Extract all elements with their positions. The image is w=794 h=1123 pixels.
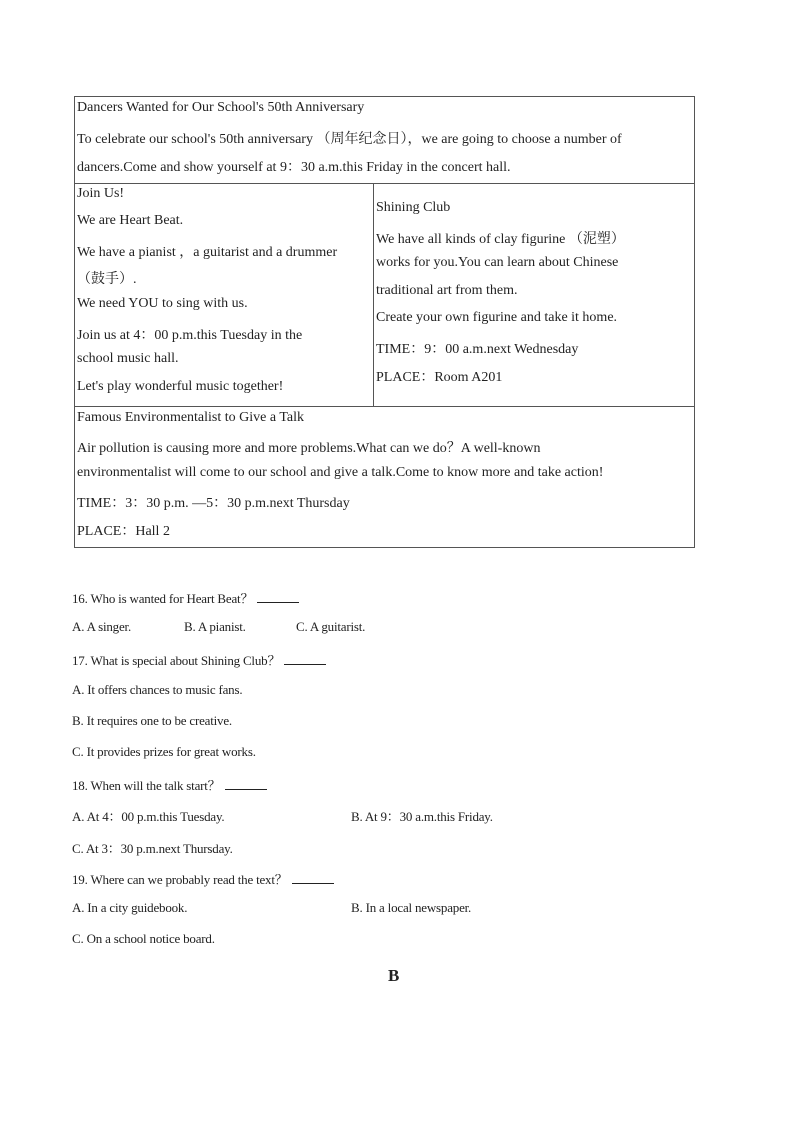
notice-text: We have a pianist ，a guitarist and a drummer [77, 245, 338, 260]
notice-text: school music hall. [77, 351, 179, 366]
question-stem: 16. Who is wanted for Heart Beat？ [72, 591, 254, 606]
notice-title: Join Us! [77, 186, 125, 201]
notice-shining-club [374, 183, 694, 406]
answer-blank[interactable] [284, 663, 326, 665]
question-stem: 18. When will the talk start？ [72, 778, 221, 793]
notice-text: We need YOU to sing with us. [77, 296, 248, 311]
question-16-option-c: C. A guitarist. [296, 619, 366, 634]
question-16-option-b: B. A pianist. [184, 619, 246, 634]
notice-text: To celebrate our school's 50th anniversary （周年纪念日），we are going to choose a number of [77, 132, 622, 147]
question-17-option-a: A. It offers chances to music fans. [72, 682, 243, 697]
question-18-option-a: A. At 4：00 p.m.this Tuesday. [72, 809, 225, 824]
question-17 [72, 650, 326, 669]
notice-board-table [74, 96, 695, 548]
notice-place: PLACE：Room A201 [376, 370, 503, 385]
notice-title: Famous Environmentalist to Give a Talk [77, 410, 305, 425]
question-17-option-b: B. It requires one to be creative. [72, 713, 232, 728]
question-16-option-a: A. A singer. [72, 619, 131, 634]
question-stem: 17. What is special about Shining Club？ [72, 653, 281, 668]
question-stem: 19. Where can we probably read the text？ [72, 872, 288, 887]
notice-time: TIME：9：00 a.m.next Wednesday [376, 342, 579, 357]
section-heading: B [388, 966, 400, 985]
notice-title: Shining Club [376, 200, 451, 215]
answer-blank[interactable] [292, 882, 334, 884]
question-16 [72, 588, 299, 607]
question-19-option-c: C. On a school notice board. [72, 931, 215, 946]
question-18-option-c: C. At 3：30 p.m.next Thursday. [72, 841, 233, 856]
notice-text: We have all kinds of clay figurine （泥塑） [376, 232, 625, 247]
question-19 [72, 869, 334, 888]
notice-text: Air pollution is causing more and more problems.What can we do？A well-known [77, 441, 541, 456]
notice-text: Let's play wonderful music together! [77, 379, 284, 394]
notice-text: traditional art from them. [376, 283, 518, 298]
notice-text: environmentalist will come to our school and give a talk.Come to know more and take action! [77, 465, 604, 480]
answer-blank[interactable] [257, 601, 299, 603]
notice-text: Join us at 4：00 p.m.this Tuesday in the [77, 328, 303, 343]
answer-blank[interactable] [225, 788, 267, 790]
notice-text: dancers.Come and show yourself at 9：30 a.m.this Friday in the concert hall. [77, 160, 511, 175]
notice-text: We are Heart Beat. [77, 213, 184, 228]
question-19-option-b: B. In a local newspaper. [351, 900, 472, 915]
notice-environmentalist-talk [75, 407, 694, 547]
question-19-option-a: A. In a city guidebook. [72, 900, 188, 915]
notice-dancers-wanted [75, 97, 694, 183]
notice-title: Dancers Wanted for Our School's 50th Anniversary [77, 100, 365, 115]
notice-time: TIME：3：30 p.m. —5：30 p.m.next Thursday [77, 496, 350, 511]
question-18 [72, 775, 267, 794]
question-17-option-c: C. It provides prizes for great works. [72, 744, 256, 759]
question-18-option-b: B. At 9：30 a.m.this Friday. [351, 809, 493, 824]
notice-place: PLACE：Hall 2 [77, 524, 170, 539]
notice-text: （鼓手）. [77, 272, 137, 287]
notice-heart-beat [75, 183, 373, 406]
notice-text: works for you.You can learn about Chinese [376, 255, 619, 270]
notice-text: Create your own figurine and take it home. [376, 310, 618, 325]
